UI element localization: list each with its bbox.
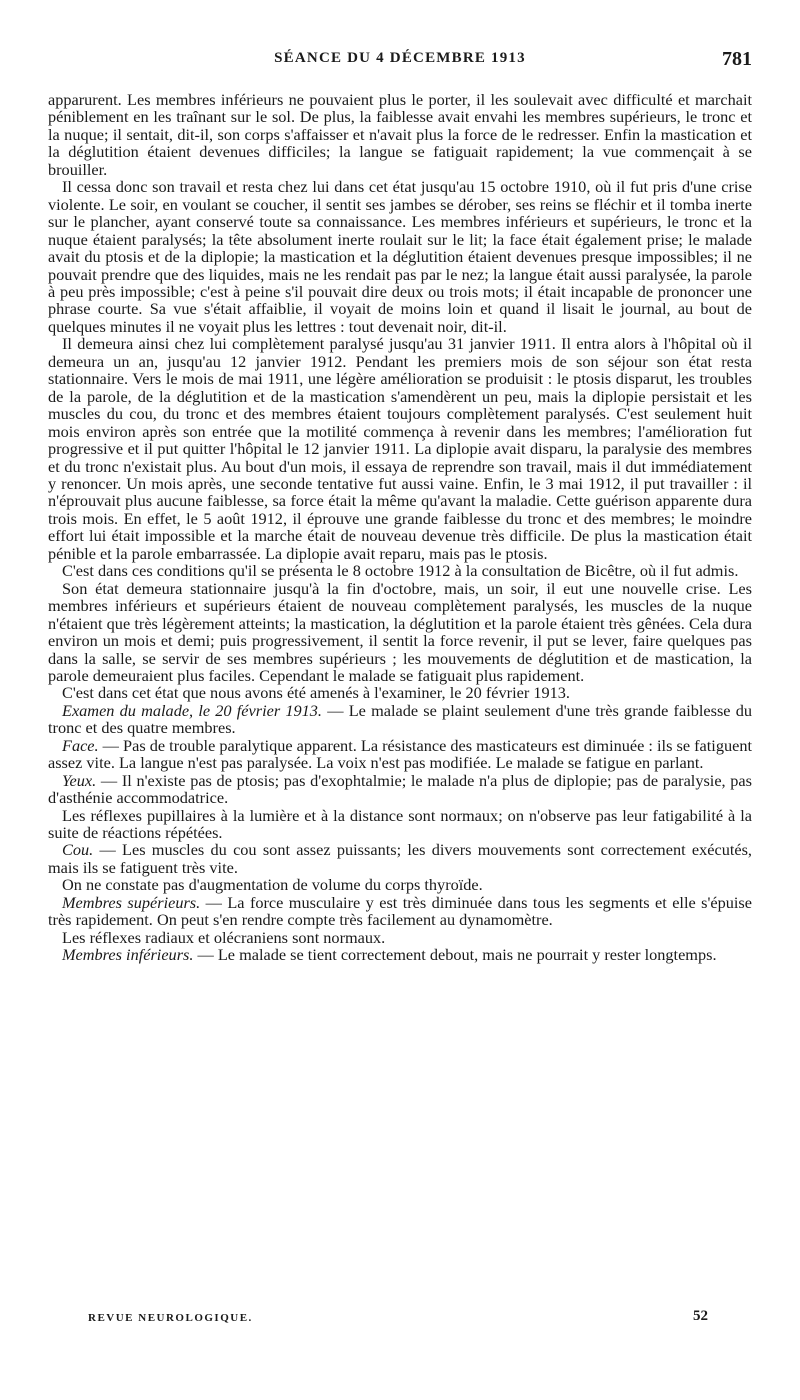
paragraph-text: Son état demeura stationnaire jusqu'à la fin d'octobre, mais, un soir, il eut une nouvelle crise. Les membres inférieurs et supérieurs étaient de nouveau complètement paralysés, les muscles de la nuque n'étaient que très légèrement atteints; la mastication, la déglutition et la parole étaient très gênées. Cela dura environ un mois et demi; puis progressivement, il sentit la force revenir, il put se lever, faire quelques pas dans la salle, se servir de ses membres supérieurs ; les mouvements de déglutition et de mastication, la parole demeuraient plus faciles. Cependant le malade se fatiguait plus rapidement. bbox=[48, 578, 752, 685]
section-label: Membres inférieurs. bbox=[62, 945, 194, 965]
page-number: 781 bbox=[722, 48, 752, 70]
paragraph bbox=[48, 178, 752, 335]
paragraph bbox=[48, 772, 752, 807]
signature-mark: 52 bbox=[693, 1308, 708, 1324]
paragraph bbox=[48, 946, 752, 963]
paragraph bbox=[48, 807, 752, 842]
paragraph bbox=[48, 894, 752, 929]
paragraph bbox=[48, 876, 752, 893]
page-header bbox=[48, 50, 752, 74]
paragraph-text: Les réflexes radiaux et olécraniens sont normaux. bbox=[62, 927, 386, 947]
paragraph-text: Il cessa donc son travail et resta chez lui dans cet état jusqu'au 15 octobre 1910, où il fut pris d'une crise violente. Le soir, en voulant se coucher, il sentit ses jambes se dérober, ses reins se fléchir et il tomba inerte sur le plancher, ayant conservé toute sa connaissance. Les membres inférieurs et supérieurs, le tronc et la nuque étaient paralysés; la tête absolument inerte roulait sur le lit; la face était également prise; le malade avait du ptosis et de la diplopie; la mastication et la déglutition étaient devenues presque impossibles; il ne pouvait prendre que des liquides, mais ne les rendait pas par le nez; la langue était aussi paralysée, la parole à peu près impossible; c'est à peine s'il pouvait dire deux ou trois mots; il était incapable de prononcer une phrase courte. Sa vue s'était affaiblie, il voyait de moins loin et quand il lisait le journal, au bout de quelques minutes il ne voyait plus les lettres : tout devenait noir, dit-il. bbox=[48, 177, 752, 336]
paragraph bbox=[48, 737, 752, 772]
paragraph bbox=[48, 562, 752, 579]
section-label: Face. bbox=[62, 735, 99, 755]
section-label: Membres supérieurs. bbox=[62, 892, 201, 912]
paragraph bbox=[48, 841, 752, 876]
paragraph-text: — La force musculaire y est très diminuée dans tous les segments et elle s'épuise très rapidement. On peut s'en rendre compte très facilement au dynamomètre. bbox=[48, 892, 752, 930]
page-footer bbox=[88, 1310, 708, 1330]
section-label: Cou. bbox=[62, 840, 94, 860]
running-head: SÉANCE DU 4 DÉCEMBRE 1913 bbox=[274, 50, 526, 66]
paragraph-text: apparurent. Les membres inférieurs ne pouvaient plus le porter, il les soulevait avec difficulté et marchait péniblement en les traînant sur le sol. De plus, la faiblesse avait envahi les membres supérieurs, le tronc et la nuque; il sentait, dit-il, son corps s'affaisser et n'avait plus la force de le redresser. Enfin la mastication et la déglutition étaient devenues difficiles; la langue se fatiguait rapidement; la vue commençait à se brouiller. bbox=[48, 90, 752, 179]
section-label: Yeux. bbox=[62, 770, 97, 790]
article-body bbox=[48, 91, 752, 964]
paragraph-text: — Il n'existe pas de ptosis; pas d'exophtalmie; le malade n'a plus de diplopie; pas de paralysie, pas d'asthénie accommodatrice. bbox=[48, 770, 752, 808]
section-label: Examen du malade, le 20 février 1913. bbox=[62, 700, 323, 720]
paragraph bbox=[48, 684, 752, 701]
paragraph-text: On ne constate pas d'augmentation de volume du corps thyroïde. bbox=[62, 875, 483, 895]
paragraph bbox=[48, 335, 752, 562]
paragraph bbox=[48, 929, 752, 946]
paragraph-text: C'est dans cet état que nous avons été amenés à l'examiner, le 20 février 1913. bbox=[62, 683, 570, 703]
paragraph bbox=[48, 580, 752, 685]
paragraph-text: — Les muscles du cou sont assez puissants; les divers mouvements sont correctement exécutés, mais ils se fatiguent très vite. bbox=[48, 840, 752, 877]
paragraph-text: Il demeura ainsi chez lui complètement paralysé jusqu'au 31 janvier 1911. Il entra alors à l'hôpital où il demeura un an, jusqu'au 12 janvier 1912. Pendant les premiers mois de son séjour son état resta stationnaire. Vers le mois de mai 1911, une légère amélioration se produisit : le ptosis disparut, les troubles de la parole, de la déglutition et de la mastication s'amendèrent un peu, mais la diplopie persistait et les muscles du cou, du tronc et des membres étaient toujours complètement paralysés. C'est seulement huit mois environ après son entrée que la motilité commença à revenir dans les membres; l'amélioration fut progressive et il put quitter l'hôpital le 12 janvier 1911. La diplopie avait disparu, la paralysie des membres et du tronc n'existait plus. Au bout d'un mois, il essaya de reprendre son travail, mais il dut immédiatement y renoncer. Un mois après, une seconde tentative fut aussi vaine. Enfin, le 3 mai 1912, il put travailler : il n'éprouvait plus aucune faiblesse, sa force était la même qu'avant la maladie. Cette guérison apparente dura trois mois. En effet, le 5 août 1912, il éprouve une grande faiblesse du tronc et des membres; le moindre effort lui était impossible et la marche était de nouveau devenue très difficile. De plus la mastication était pénible et la parole embarrassée. La diplopie avait reparu, mais pas le ptosis. bbox=[48, 334, 752, 563]
paragraph-text: — Le malade se plaint seulement d'une très grande faiblesse du tronc et des quatre membres. bbox=[48, 700, 753, 738]
paragraph-text: — Le malade se tient correctement debout, mais ne pourrait y rester longtemps. bbox=[193, 945, 717, 965]
paragraph-text: C'est dans ces conditions qu'il se présenta le 8 octobre 1912 à la consultation de Bicêtre, où il fut admis. bbox=[62, 561, 739, 581]
paragraph bbox=[48, 91, 752, 178]
paragraph-text: — Pas de trouble paralytique apparent. La résistance des masticateurs est diminuée : ils se fatiguent assez vite. La langue n'est pas paralysée. La voix n'est pas modifiée. Le malade se fatigue en parlant. bbox=[48, 735, 752, 773]
paragraph bbox=[48, 702, 752, 737]
paragraph-text: Les réflexes pupillaires à la lumière et à la distance sont normaux; on n'observe pas leur fatigabilité à la suite de réactions répétées. bbox=[48, 805, 752, 843]
journal-name: REVUE NEUROLOGIQUE. bbox=[88, 1312, 253, 1324]
